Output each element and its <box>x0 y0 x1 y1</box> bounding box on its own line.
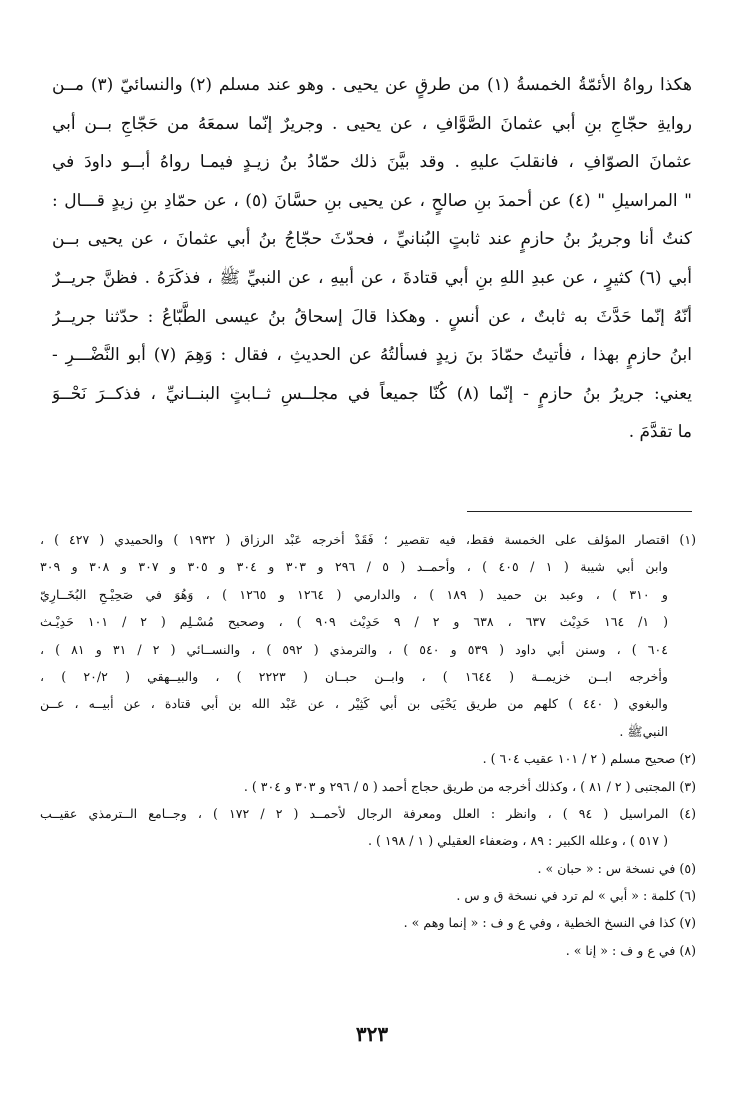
footnote-line: ٦٠٤ ) ، وسنن أبي داود ( ٥٣٩ و ٥٤٠ ) ، والترمذي ( ٥٩٢ ) ، والنســائي ( ٢ / ٣١ و ٨١ ) ، <box>40 641 668 657</box>
main-text-line: عثمانَ الصوّافِ ، فانقلبَ عليهِ . وقد بيَّنَ ذلك حمّادُ بنُ زيـدٍ فيمـا رواهُ أبــو داودَ في <box>52 152 692 173</box>
footnote-line: (٢) صحيح مسلم ( ٢ / ١٠١ عقيب ٦٠٤ ) . <box>482 751 696 767</box>
footnote-line: ( ١/ ١٦٤ حَدِيْث ٦٣٧ ، ٦٣٨ و ٢ / ٩ حَدِيْث ٩٠٩ ) ، وصحيح مُسْـلِم ( ٢ / ١٠١ حَدِيْـث <box>40 614 669 630</box>
main-text-line: ما تقدَّمَ . <box>628 422 692 443</box>
footnote-line: (٤) المراسيل ( ٩٤ ) ، وانظر : العلل ومعرفة الرجال لأحمــد ( ٢ / ١٧٢ ) ، وجــامع الــترمذي عقيــب <box>40 805 696 821</box>
footnote-separator <box>467 511 692 512</box>
main-text-line: كنتُ أنا وجريرُ بنُ حازمٍ عند ثابتٍ البُنانيِّ ، فحدّثَ حجّاجُ بنُ أبي عثمانَ ، عن يحيى بــن <box>52 229 692 250</box>
main-text-line: " المراسيلِ " (٤) عن أحمدَ بنِ صالحٍ ، عن يحيى بنِ حسَّانَ (٥) ، عن حمّادِ بنِ زيدٍ قـــال : <box>52 190 692 211</box>
main-text-line: روايةِ حجّاجِ بنِ أبي عثمانَ الصَّوَّافِ ، عن يحيى . وجريرٌ إنّما سمعَهُ من حَجّاجِ بــن أبي <box>52 113 692 134</box>
footnote-line: (٦) كلمة : « أبي » لم ترد في نسخة ق و س . <box>456 888 696 904</box>
page-number: ٣٢٣ <box>355 1022 389 1046</box>
footnote-line: (٣) المجتبى ( ٢ / ٨١ ) ، وكذلك أخرجه من طريق حجاج أحمد ( ٥ / ٢٩٦ و ٣٠٣ و ٣٠٤ ) . <box>243 778 696 794</box>
footnote-line: (٥) في نسخة س : « حبان » . <box>537 860 696 876</box>
footnote-line: وابن أبي شيبة ( ١ / ٤٠٥ ) ، وأحمــد ( ٥ / ٢٩٦ و ٣٠٣ و ٣٠٤ و ٣٠٥ و ٣٠٧ و ٣٠٨ و ٣٠٩ <box>40 559 669 575</box>
main-text-line: هكذا رواهُ الأئمّةُ الخمسةُ (١) من طرقٍ عن يحيى . وهو عند مسلم (٢) والنسائيّ (٣) مــن <box>52 75 692 95</box>
footnote-line: (٧) كذا في النسخ الخطية ، وفي ع و ف : « إنما وهم » . <box>403 915 696 931</box>
footnote-line: و ٣١٠ ) ، وعبد بن حميد ( ١٨٩ ) ، والدارمي ( ١٢٦٤ و ١٢٦٥ ) ، وَهُوَ في صَحِيْـحِ البُخَــارِيّ <box>40 586 668 602</box>
footnote-line: والبغوي ( ٤٤٠ ) كلهم من طريق يَحْيَى بن أبي كَثِيْر ، عن عَبْد الله بن أبي قتادة ، عن أبيــه ، عــن <box>40 696 668 712</box>
main-text-line: أبي (٦) كثيرٍ ، عن عبدِ اللهِ بنِ أبي قتادةَ ، عن أبيهِ ، عن النبيِّ ﷺ ، فذكَرَهُ . فظنَّ جريــرٌ <box>52 267 692 288</box>
footnote-line: النبيﷺ . <box>619 723 668 739</box>
main-text-line: أنّهُ إنّما حَدَّثَ به ثابتٌ ، عن أنسٍ . وهكذا قالَ إسحاقُ بنُ عيسى الطَّبّاعُ : حدّثنا جريــرُ <box>52 306 692 327</box>
footnote-line: (١) اقتصار المؤلف على الخمسة فقط، فيه تقصير ؛ فَقَدْ أخرجه عَبْد الرزاق ( ١٩٣٢ ) والحميدي ( ٤٢٧ ) ، <box>40 532 696 547</box>
main-text-block <box>52 66 692 452</box>
footnote-line: ( ٥١٧ ) ، وعلله الكبير : ٨٩ ، وضعفاء العقيلي ( ١ / ١٩٨ ) . <box>367 833 668 849</box>
main-text-line: ابنُ حازمٍ بهذا ، فأتيتُ حمّادَ بنَ زيدٍ فسألتُهُ عن الحديثِ ، فقال : وَهِمَ (٧) أبو النَّضْـــرِ - <box>52 345 692 366</box>
footnote-line: وأخرجه ابــن خزيمــة ( ١٦٤٤ ) ، وابــن حبــان ( ٢٢٢٣ ) ، والبيــهقي ( ٢٠/٢ ) ، <box>40 668 669 684</box>
footnote-line: (٨) في ع و ف : « إنا » . <box>565 942 696 958</box>
main-text-line: يعني: جريرُ بنُ حازمٍ - إنّما (٨) كُنّا جميعاً في مجلــسِ ثــابتٍ البنــانيِّ ، فذكــرَ نَحْــوَ <box>52 383 692 404</box>
footnotes-block <box>40 526 696 964</box>
